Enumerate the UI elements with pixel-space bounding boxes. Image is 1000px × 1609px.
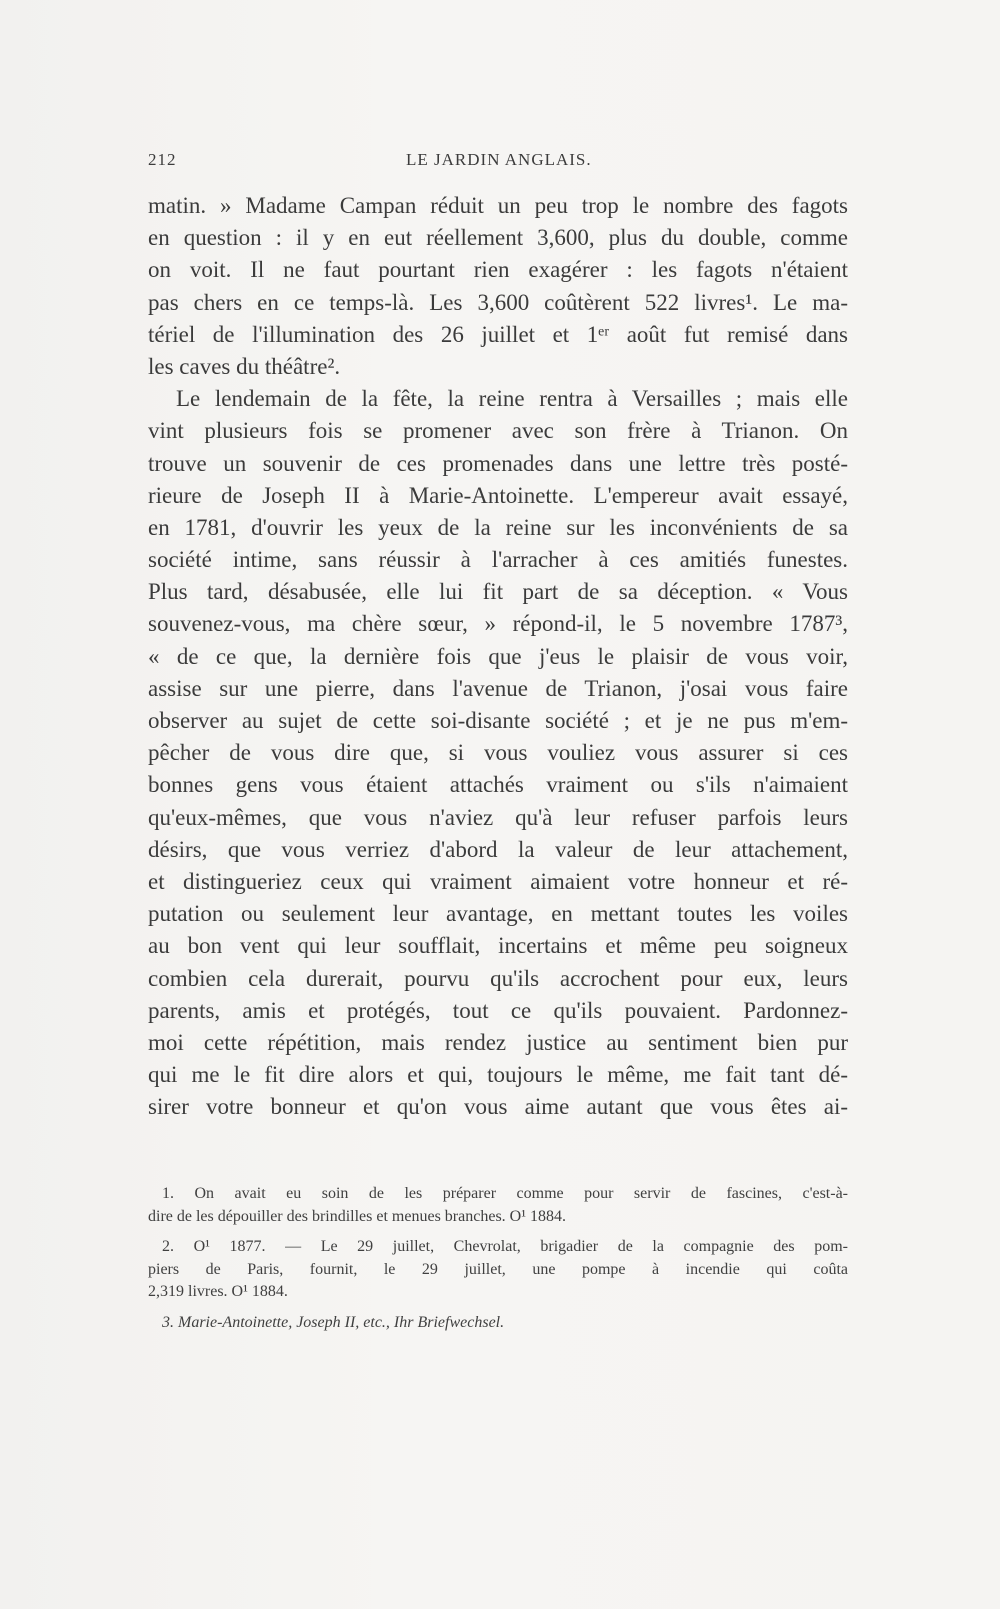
footnote-line: 1. On avait eu soin de les préparer comme pour servir de fascines, c'est-à- xyxy=(162,1185,848,1202)
text-line: qui me le fit dire alors et qui, toujours le même, me fait tant dé- xyxy=(148,1062,848,1088)
text-line: rieure de Joseph II à Marie-Antoinette. L'empereur avait essayé, xyxy=(148,482,848,508)
footnotes xyxy=(148,1183,848,1334)
footnote-line: 3. Marie-Antoinette, Joseph II, etc., Ihr Briefwechsel. xyxy=(162,1313,505,1331)
text-line: assise sur une pierre, dans l'avenue de Trianon, j'osai vous faire xyxy=(148,675,848,701)
text-line: moi cette répétition, mais rendez justice au sentiment bien pur xyxy=(148,1029,848,1055)
text-line: souvenez-vous, ma chère sœur, » répond-il, le 5 novembre 1787³, xyxy=(148,611,848,637)
text-line: en 1781, d'ouvrir les yeux de la reine sur les inconvénients de sa xyxy=(148,514,848,540)
text-line: bonnes gens vous étaient attachés vraiment ou s'ils n'aimaient xyxy=(148,772,848,798)
body-text xyxy=(148,190,848,1123)
text-line: parents, amis et protégés, tout ce qu'ils pouvaient. Pardonnez- xyxy=(148,997,848,1023)
text-line: pêcher de vous dire que, si vous vouliez vous assurer si ces xyxy=(148,740,848,766)
text-line: on voit. Il ne faut pourtant rien exagérer : les fagots n'étaient xyxy=(148,257,848,283)
text-line: putation ou seulement leur avantage, en mettant toutes les voiles xyxy=(148,901,848,927)
text-line: trouve un souvenir de ces promenades dans une lettre très posté- xyxy=(148,450,848,476)
text-line: société intime, sans réussir à l'arracher à ces amitiés funestes. xyxy=(148,547,848,573)
page-number: 212 xyxy=(148,150,177,169)
text-line: en question : il y en eut réellement 3,600, plus du double, comme xyxy=(148,225,848,251)
text-line: observer au sujet de cette soi-disante société ; et je ne pus m'em- xyxy=(148,708,848,733)
text-line: au bon vent qui leur soufflait, incertains et même peu soigneux xyxy=(148,933,848,959)
text-line: sirer votre bonneur et qu'on vous aime autant que vous êtes ai- xyxy=(148,1094,848,1120)
text-line: tériel de l'illumination des 26 juillet et 1ᵉʳ août fut remisé dans xyxy=(148,321,848,347)
text-line: matin. » Madame Campan réduit un peu trop le nombre des fagots xyxy=(148,193,848,218)
footnote-line: 2. O¹ 1877. — Le 29 juillet, Chevrolat, brigadier de la compagnie des pom- xyxy=(162,1238,848,1255)
running-head xyxy=(148,150,848,174)
text-line: vint plusieurs fois se promener avec son frère à Trianon. On xyxy=(148,418,848,444)
text-line: et distingueriez ceux qui vraiment aimaient votre honneur et ré- xyxy=(148,868,848,894)
footnote-line: piers de Paris, fournit, le 29 juillet, une pompe à incendie qui coûta xyxy=(148,1260,848,1278)
footnote-3 xyxy=(148,1312,848,1335)
text-line: combien cela durerait, pourvu qu'ils accrochent pour eux, leurs xyxy=(148,965,848,991)
footnote-line: 2,319 livres. O¹ 1884. xyxy=(148,1283,288,1300)
footnote-1 xyxy=(148,1183,848,1228)
text-line: « de ce que, la dernière fois que j'eus le plaisir de vous voir, xyxy=(148,643,848,669)
footnote-2 xyxy=(148,1236,848,1304)
text-line: désirs, que vous verriez d'abord la valeur de leur attachement, xyxy=(148,836,848,862)
text-line: Plus tard, désabusée, elle lui fit part de sa déception. « Vous xyxy=(148,579,848,605)
footnote-line: dire de les dépouiller des brindilles et menues branches. O¹ 1884. xyxy=(148,1207,567,1225)
text-line: les caves du théâtre². xyxy=(148,353,341,379)
text-line: qu'eux-mêmes, que vous n'aviez qu'à leur refuser parfois leurs xyxy=(148,804,848,830)
text-line: pas chers en ce temps-là. Les 3,600 coûtèrent 522 livres¹. Le ma- xyxy=(148,289,848,315)
text-line: Le lendemain de la fête, la reine rentra à Versailles ; mais elle xyxy=(176,386,848,412)
running-title: LE JARDIN ANGLAIS. xyxy=(406,150,592,169)
